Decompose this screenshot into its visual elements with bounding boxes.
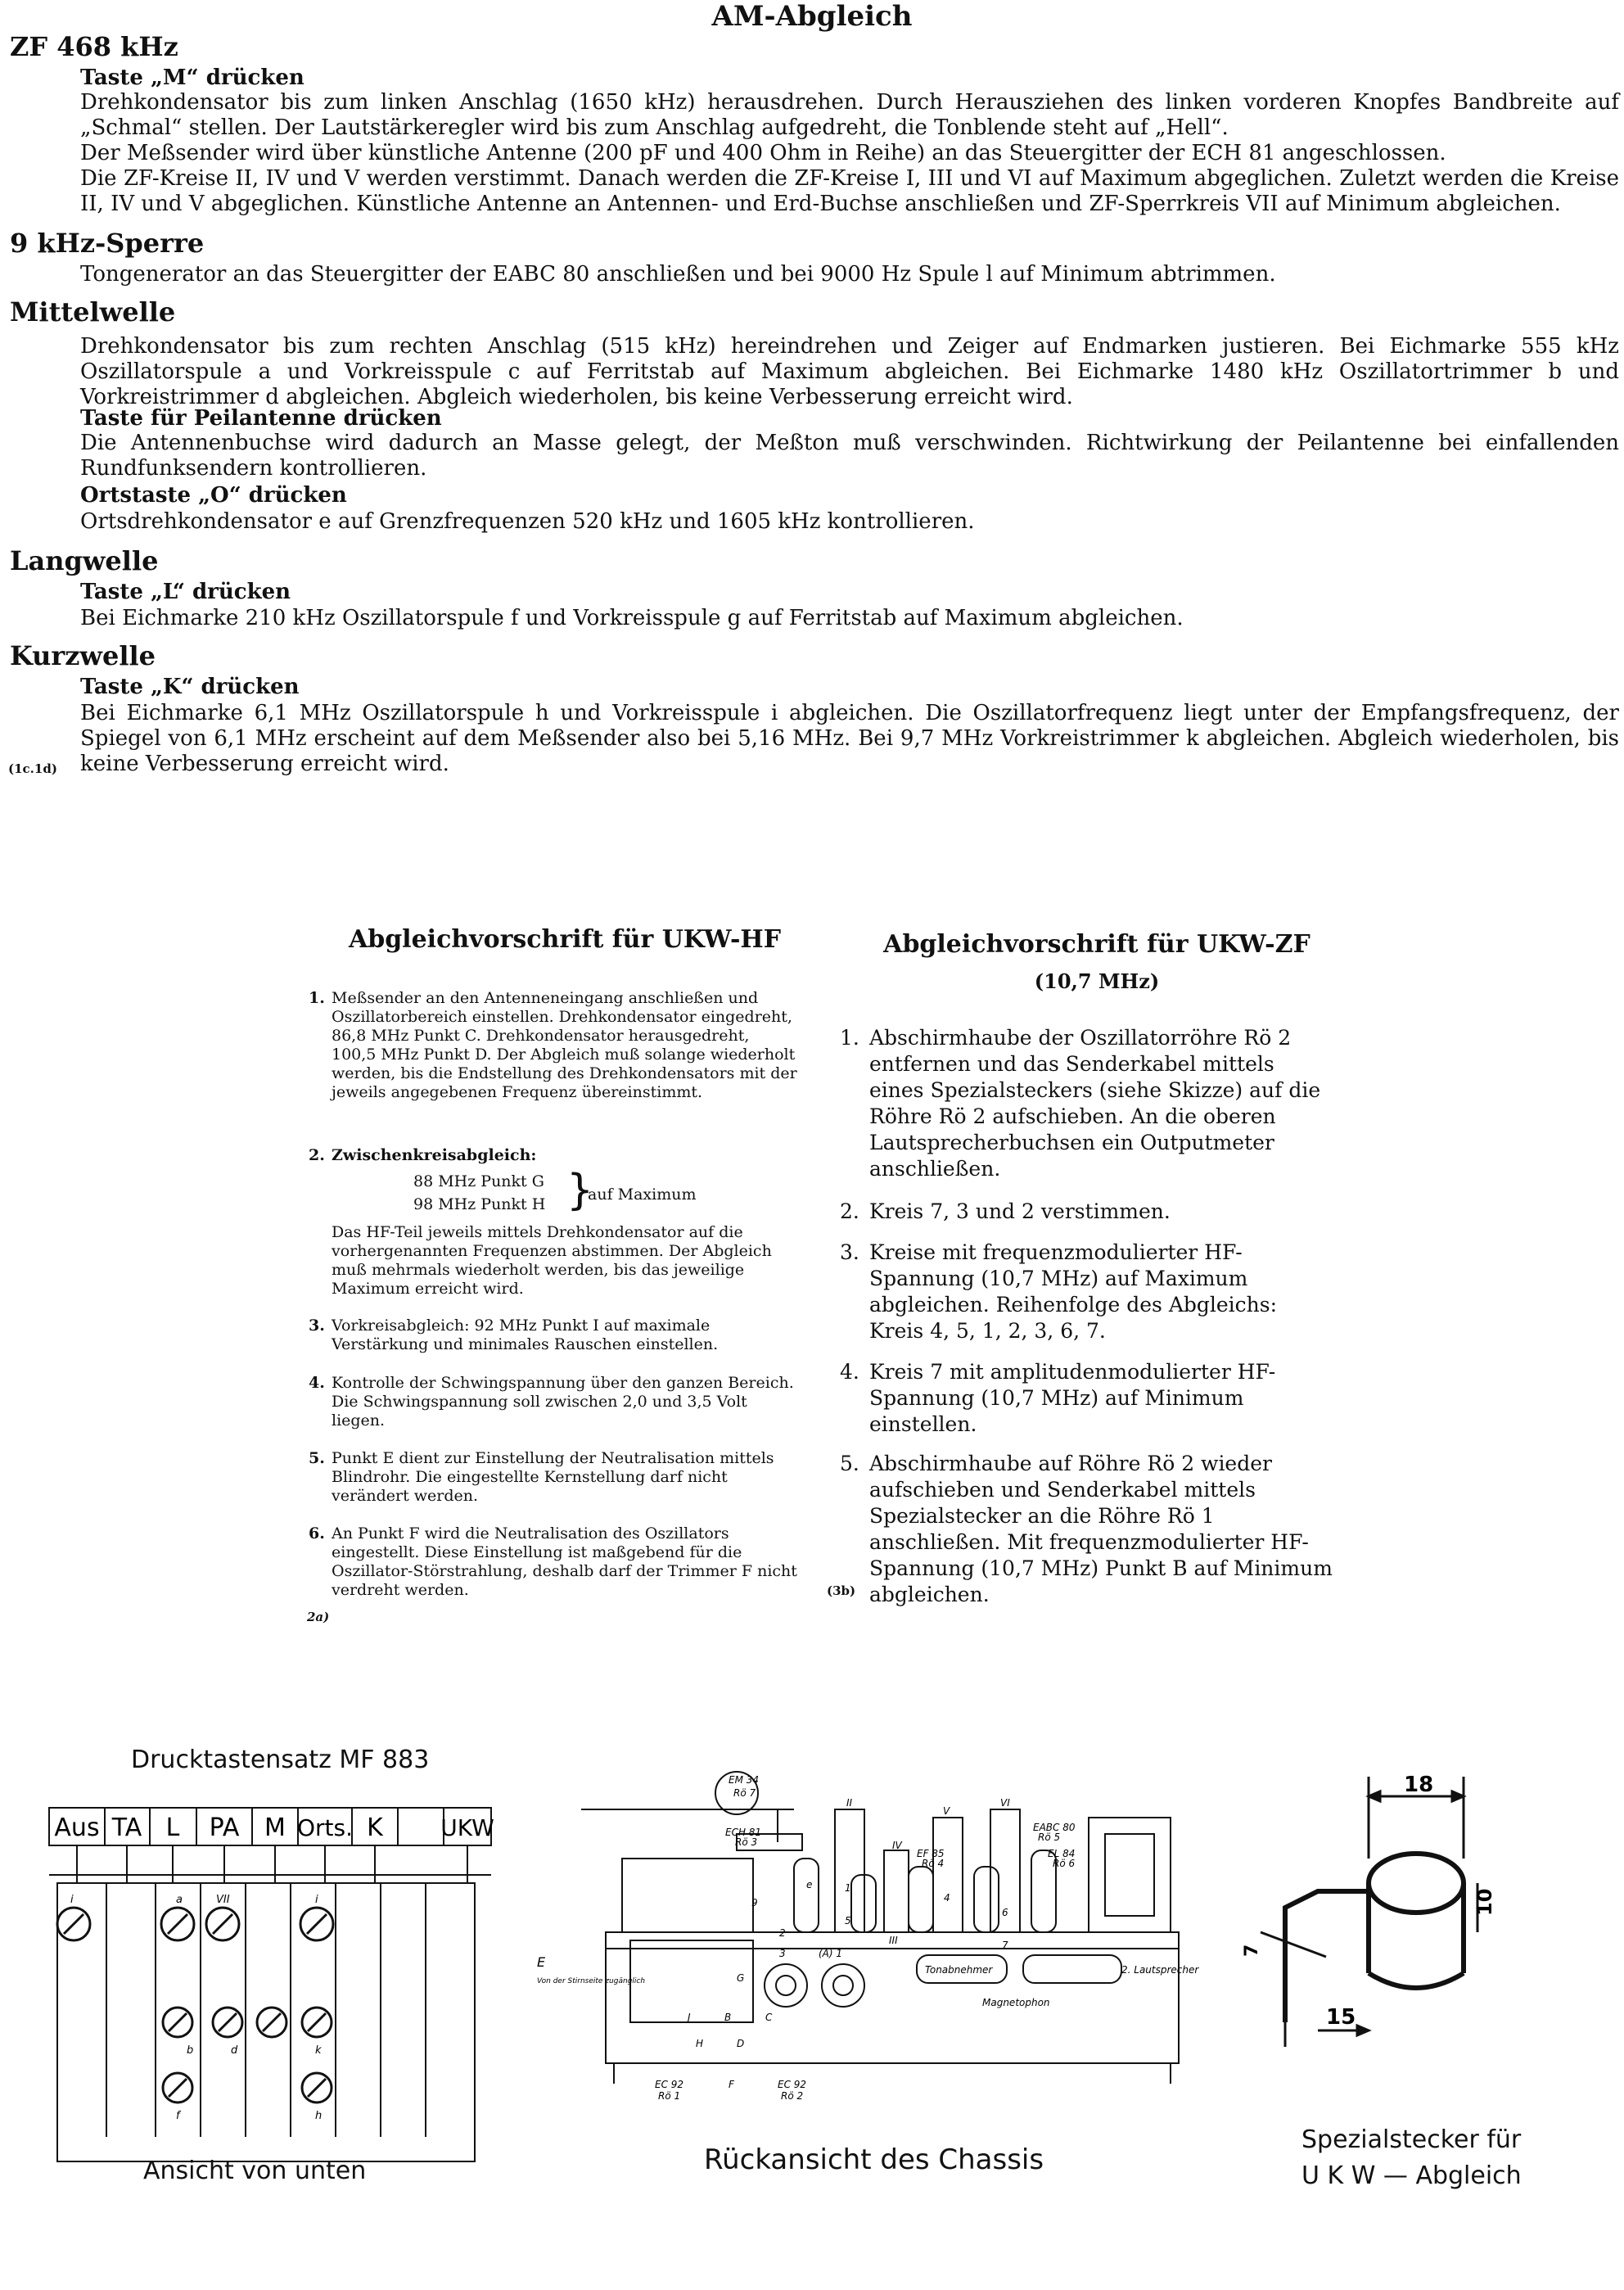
label-vii: VII [216,1894,230,1906]
label-eabc80: EABC 80 [1033,1822,1076,1833]
label-ro3: Rö 3 [735,1836,758,1848]
hf-freq-target: auf Maximum [588,1186,697,1204]
button-panel-title: Drucktastensatz MF 883 [131,1746,430,1774]
label-4: 4 [944,1892,950,1904]
ukw-zf-subtitle: (10,7 MHz) [1034,969,1160,993]
label-coil-v: V [943,1805,950,1817]
plug-caption-1: Spezialstecker für [1301,2125,1522,2154]
label-ef85: EF 85 [917,1848,945,1859]
zf-item-3-text: Kreise mit frequenzmodulierter HF-Spannung (10,7 MHz) auf Maximum abgleichen. Reihenfolge des Abgleichs: Kreis 4, 5, 1, 2, 3, 6, 7. [869,1240,1278,1343]
heading-mittelwelle: Mittelwelle [10,296,176,327]
label-7: 7 [1002,1940,1008,1951]
label-ro2: Rö 2 [781,2090,804,2102]
key-ukw: UKW [440,1814,494,1841]
zf-item-5-text: Abschirmhaube auf Röhre Rö 2 wieder aufschieben und Senderkabel mittels Spezialstecker an die Röhre Rö 1 anschließen. Mit frequenzmodulierter HF-Spannung (10,7 MHz) Punkt B auf Minimum abgleichen. [869,1452,1333,1606]
subheading-taste-m: Taste „M“ drücken [80,65,304,90]
hf-item-2-text: Zwischenkreisabgleich: [332,1146,537,1164]
zf-paragraph-1: Drehkondensator bis zum linken Anschlag (1650 kHz) herausdrehen. Durch Herausziehen des linken vorderen Knopfes Bandbreite auf „Schmal“ stellen. Der Lautstärkeregler wird bis zum Anschlag aufgedreht, die Tonblende steht auf „Hell“. [80,90,1619,140]
zf-item-3-num: 3. [840,1240,859,1264]
label-lautsprecher: 2. Lautsprecher [1121,1964,1199,1976]
label-ro5: Rö 5 [1038,1832,1061,1843]
dim-left: 7 [1242,1944,1262,1957]
subheading-ortstaste: Ortstaste „O“ drücken [80,483,347,508]
subheading-taste-l: Taste „L“ drücken [80,580,291,604]
side-mark-3b: (3b) [827,1583,856,1598]
hf-item-5 [309,1449,798,1506]
heading-9khz: 9 kHz-Sperre [10,228,205,259]
hf-item-6-text: An Punkt F wird die Neutralisation des Oszillators eingestellt. Diese Einstellung ist maßgebend für die Oszillator-Störstrahlung, deshalb darf der Trimmer F nicht verdreht werden. [332,1524,797,1599]
hf-item-3 [309,1317,798,1354]
subheading-peilantenne: Taste für Peilantenne drücken [80,406,442,431]
hf-item-2-num: 2. [309,1146,325,1164]
plug-diagram [1228,1760,1588,2112]
side-mark-2a: 2a) [307,1610,330,1624]
zf-item-4-num: 4. [840,1360,859,1384]
hf-item-3-text: Vorkreisabgleich: 92 MHz Punkt I auf maximale Verstärkung und minimales Rauschen einstellen. [332,1317,719,1353]
brace: } [566,1166,594,1215]
hf-item-6 [309,1524,798,1600]
label-2: 2 [779,1927,786,1939]
label-3: 3 [779,1948,786,1959]
subheading-taste-k: Taste „K“ drücken [80,675,300,699]
hf-freq-g: 88 MHz Punkt G [413,1172,544,1190]
chassis-diagram [532,1760,1203,2121]
plug-caption-2: U K W — Abgleich [1301,2161,1522,2190]
label-a1: (A) 1 [819,1948,843,1959]
key-l: L [165,1813,180,1842]
label-9: 9 [751,1897,758,1908]
hf-item-1-text: Meßsender an den Antenneneingang anschließen und Oszillatorbereich einstellen. Drehkondensator eingedreht, 86,8 MHz Punkt C. Drehkondensator herausgedreht, 100,5 MHz Punkt D. Der Abgleich muß solange wiederholt werden, bis die Endstellung des Drehkondensators mit der jeweils angegebenen Frequenz übereinstimmt. [332,989,797,1101]
label-coil-vi: VI [1000,1797,1010,1809]
zf-item-1 [840,1025,1333,1182]
label-stirnseite: Von der Stirnseite zugänglich [537,1977,646,1985]
label-f: F [729,2079,734,2090]
heading-kurzwelle: Kurzwelle [10,640,156,671]
zf-paragraph-2: Der Meßsender wird über künstliche Antenne (200 pF und 400 Ohm in Reihe) an das Steuergitter der ECH 81 angeschlossen. [80,141,1446,165]
label-coil-iii: III [889,1935,898,1946]
label-e: E [537,1954,546,1970]
hf-freq-h: 98 MHz Punkt H [413,1195,546,1213]
label-coil-iv: IV [892,1840,902,1851]
peilantenne-paragraph: Die Antennenbuchse wird dadurch an Masse gelegt, der Meßton muß verschwinden. Richtwirkung der Peilantenne bei einfallenden Rundfunksendern kontrollieren. [80,431,1619,481]
label-i-1: i [70,1894,74,1906]
hf-item-3-num: 3. [309,1317,325,1335]
zf-paragraph-3: Die ZF-Kreise II, IV und V werden verstimmt. Danach werden die ZF-Kreise I, III und VI auf Maximum abgeglichen. Zuletzt werden die Kreise II, IV und V abgeglichen. Künstliche Antenne an Antennen- und Erd-Buchse anschließen und ZF-Sperrkreis VII auf Minimum abgleichen. [80,166,1619,216]
label-tonabnehmer: Tonabnehmer [925,1964,993,1976]
button-panel-caption: Ansicht von unten [143,2157,367,2185]
label-g: G [737,1972,745,1984]
zf-item-1-text: Abschirmhaube der Oszillatorröhre Rö 2 entfernen und das Senderkabel mittels eines Spezialsteckers (siehe Skizze) auf die Röhre Rö 2 aufschieben. An die oberen Lautsprecherbuchsen ein Outputmeter anschließen. [869,1026,1321,1181]
label-ec92-1: EC 92 [655,2079,684,2090]
hf-item-5-text: Punkt E dient zur Einstellung der Neutralisation mittels Blindrohr. Die eingestellte Kernstellung darf nicht verändert werden. [332,1449,774,1505]
label-b: b [187,2044,194,2057]
hf-item-6-num: 6. [309,1524,325,1542]
label-j: J [688,2012,691,2023]
label-d: d [231,2044,238,2057]
sperre-paragraph: Tongenerator an das Steuergitter der EABC 80 anschließen und bei 9000 Hz Spule l auf Minimum abtrimmen. [80,262,1276,287]
zf-item-4-text: Kreis 7 mit amplitudenmodulierter HF-Spannung (10,7 MHz) auf Minimum einstellen. [869,1360,1276,1436]
zf-item-4 [840,1359,1333,1438]
label-a: a [176,1894,183,1906]
label-i-2: i [315,1894,318,1906]
ortstaste-paragraph: Ortsdrehkondensator e auf Grenzfrequenzen 520 kHz und 1605 kHz kontrollieren. [80,509,975,534]
hf-item-1 [309,989,798,1102]
key-orts: Orts. [296,1814,354,1841]
hf-item-2-cont: Das HF-Teil jeweils mittels Drehkondensator auf die vorhergenannten Frequenzen abstimmen. Der Abgleich muß mehrmals wiederholt werden, bis das jeweilige Maximum erreicht wird. [332,1223,772,1298]
hf-item-4-num: 4. [309,1374,325,1392]
label-h: h [315,2110,323,2122]
dim-right: 10 [1473,1888,1496,1916]
label-ec92-2: EC 92 [778,2079,807,2090]
dim-bottom: 15 [1326,2005,1356,2030]
label-ro7: Rö 7 [733,1787,756,1799]
label-coil-ii: II [846,1797,853,1809]
mw-paragraph: Drehkondensator bis zum rechten Anschlag (515 kHz) hereindrehen und Zeiger auf Endmarken justieren. Bei Eichmarke 555 kHz Oszillatorspule a und Vorkreisspule c auf Ferritstab auf Maximum abgleichen. Bei Eichmarke 1480 kHz Oszillatortrimmer b und Vorkreistrimmer d abgleichen. Abgleich wiederholen, bis keine Verbesserung erreicht wird. [80,334,1619,409]
label-h: H [696,2038,704,2049]
chassis-caption: Rückansicht des Chassis [704,2143,1044,2176]
hf-item-4-text: Kontrolle der Schwingspannung über den ganzen Bereich. Die Schwingspannung soll zwischen 2,0 und 3,5 Volt liegen. [332,1374,794,1430]
label-6: 6 [1002,1907,1008,1918]
label-em34: EM 34 [729,1774,760,1786]
label-ech81: ECH 81 [725,1827,762,1838]
lw-paragraph: Bei Eichmarke 210 kHz Oszillatorspule f und Vorkreisspule g auf Ferritstab auf Maximum abgleichen. [80,606,1184,630]
key-aus: Aus [54,1813,100,1842]
hf-item-5-num: 5. [309,1449,325,1467]
key-pa: PA [209,1813,240,1842]
zf-item-5-num: 5. [840,1452,859,1475]
label-5: 5 [845,1915,851,1926]
side-mark-1c: (1c.1d) [8,761,57,776]
label-1: 1 [845,1882,851,1894]
page-title: AM-Abgleich [711,0,913,33]
label-ro1: Rö 1 [658,2090,681,2102]
heading-zf: ZF 468 kHz [10,31,178,62]
label-f: f [176,2110,180,2122]
key-k: K [367,1813,383,1842]
dim-top: 18 [1404,1773,1434,1797]
zf-item-2 [840,1199,1333,1225]
label-c: C [765,2012,773,2023]
button-panel-diagram [41,1793,508,2170]
zf-item-2-num: 2. [840,1199,859,1223]
heading-langwelle: Langwelle [10,545,159,576]
key-ta: TA [111,1813,142,1842]
label-ro6: Rö 6 [1053,1858,1076,1869]
label-magnetophon: Magnetophon [982,1997,1050,2008]
key-m: M [264,1813,286,1842]
kw-paragraph: Bei Eichmarke 6,1 MHz Oszillatorspule h und Vorkreisspule i abgleichen. Die Oszillatorfrequenz liegt unter der Empfangsfrequenz, der Spiegel von 6,1 MHz erscheint auf dem Meßsender also bei 5,16 MHz. Bei 9,7 MHz Vorkreistrimmer k abgleichen. Abgleich wiederholen, bis keine Verbesserung erreicht wird. [80,701,1619,776]
label-el84: EL 84 [1048,1848,1076,1859]
hf-item-1-num: 1. [309,989,325,1007]
ukw-zf-title: Abgleichvorschrift für UKW-ZF [883,930,1310,959]
label-e-small: e [806,1879,813,1890]
zf-item-2-text: Kreis 7, 3 und 2 verstimmen. [869,1199,1171,1223]
zf-item-3 [840,1240,1333,1344]
label-b: B [724,2012,732,2023]
ukw-hf-title: Abgleichvorschrift für UKW-HF [348,925,782,954]
zf-item-1-num: 1. [840,1026,859,1050]
hf-item-4 [309,1374,798,1430]
hf-item-2 [309,1146,798,1165]
label-ro4: Rö 4 [922,1858,945,1869]
label-d: D [737,2038,745,2049]
label-k: k [315,2044,322,2057]
